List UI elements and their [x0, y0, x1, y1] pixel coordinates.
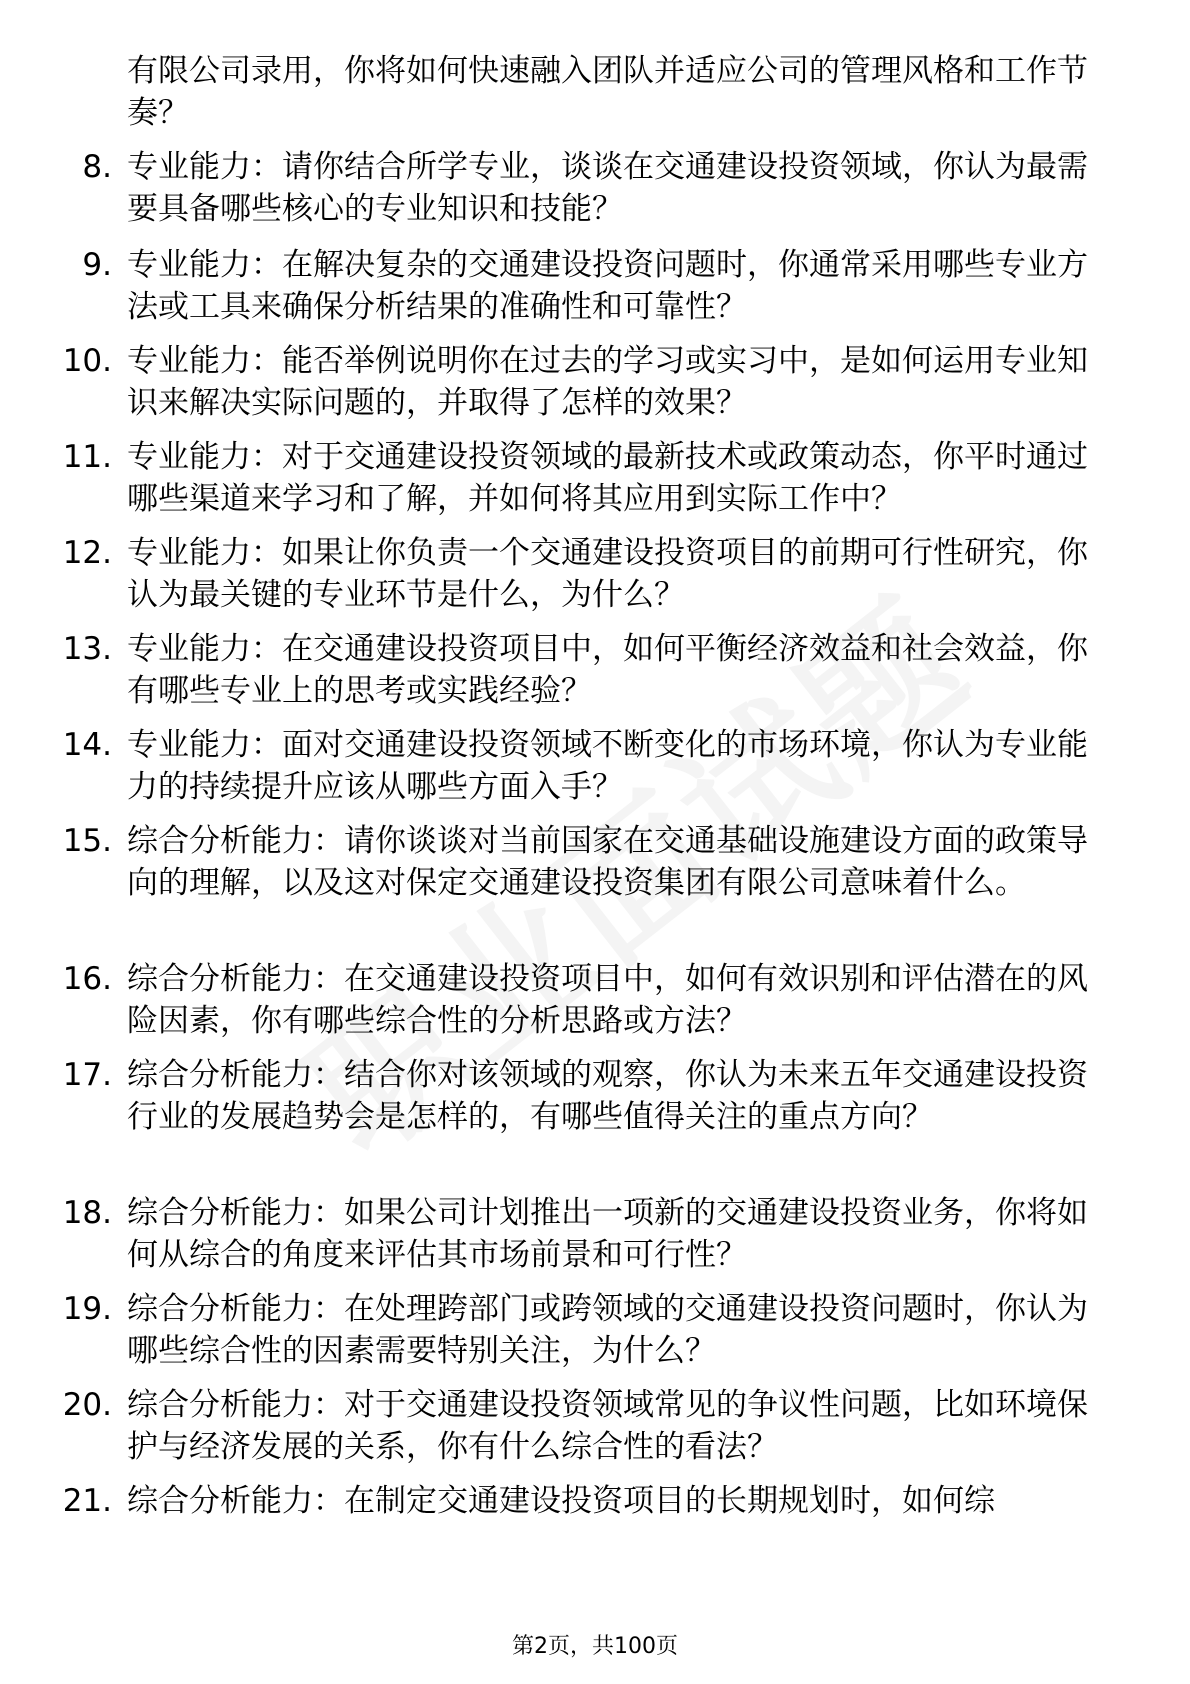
page-footer: 第2页，共100页 — [512, 1634, 678, 1659]
question-continuation-text: 有限公司录用，你将如何快速融入团队并适应公司的管理风格和工作节奏？ — [127, 53, 1088, 131]
question-text: 专业能力：在解决复杂的交通建设投资问题时，你通常采用哪些专业方法或工具来确保分析结果的准确性和可靠性？ — [127, 247, 1088, 325]
question-text: 专业能力：能否举例说明你在过去的学习或实习中，是如何运用专业知识来解决实际问题的，并取得了怎样的效果？ — [127, 343, 1088, 421]
question-text: 专业能力：请你结合所学专业，谈谈在交通建设投资领域，你认为最需要具备哪些核心的专业知识和技能？ — [127, 149, 1088, 227]
question-text: 专业能力：在交通建设投资项目中，如何平衡经济效益和社会效益，你有哪些专业上的思考或实践经验？ — [127, 631, 1088, 709]
question-number: 10. — [62, 343, 112, 379]
question-text: 综合分析能力：对于交通建设投资领域常见的争议性问题，比如环境保护与经济发展的关系，你有什么综合性的看法？ — [127, 1387, 1088, 1465]
question-number: 20. — [62, 1387, 112, 1423]
question-text: 综合分析能力：结合你对该领域的观察，你认为未来五年交通建设投资行业的发展趋势会是怎样的，有哪些值得关注的重点方向？ — [127, 1057, 1088, 1135]
question-number: 21. — [62, 1483, 112, 1519]
question-number: 19. — [62, 1291, 112, 1327]
question-text: 综合分析能力：在交通建设投资项目中，如何有效识别和评估潜在的风险因素，你有哪些综合性的分析思路或方法？ — [127, 961, 1088, 1039]
question-text: 综合分析能力：在处理跨部门或跨领域的交通建设投资问题时，你认为哪些综合性的因素需要特别关注，为什么？ — [127, 1291, 1088, 1369]
question-number: 18. — [62, 1195, 112, 1231]
question-number: 9. — [82, 247, 112, 283]
question-text: 专业能力：对于交通建设投资领域的最新技术或政策动态，你平时通过哪些渠道来学习和了解，并如何将其应用到实际工作中？ — [127, 439, 1088, 517]
question-text: 综合分析能力：在制定交通建设投资项目的长期规划时，如何综 — [127, 1483, 995, 1519]
question-number: 12. — [62, 535, 112, 571]
question-number: 14. — [62, 727, 112, 763]
question-number: 16. — [62, 961, 112, 997]
question-number: 8. — [82, 149, 112, 185]
question-number: 11. — [62, 439, 112, 475]
question-text: 综合分析能力：如果公司计划推出一项新的交通建设投资业务，你将如何从综合的角度来评估其市场前景和可行性？ — [127, 1195, 1088, 1273]
question-number: 13. — [62, 631, 112, 667]
question-number: 17. — [62, 1057, 112, 1093]
question-text: 专业能力：如果让你负责一个交通建设投资项目的前期可行性研究，你认为最关键的专业环节是什么，为什么？ — [127, 535, 1088, 613]
question-text: 专业能力：面对交通建设投资领域不断变化的市场环境，你认为专业能力的持续提升应该从哪些方面入手？ — [127, 727, 1088, 805]
question-text: 综合分析能力：请你谈谈对当前国家在交通基础设施建设方面的政策导向的理解，以及这对保定交通建设投资集团有限公司意味着什么。 — [127, 823, 1088, 901]
question-number: 15. — [62, 823, 112, 859]
